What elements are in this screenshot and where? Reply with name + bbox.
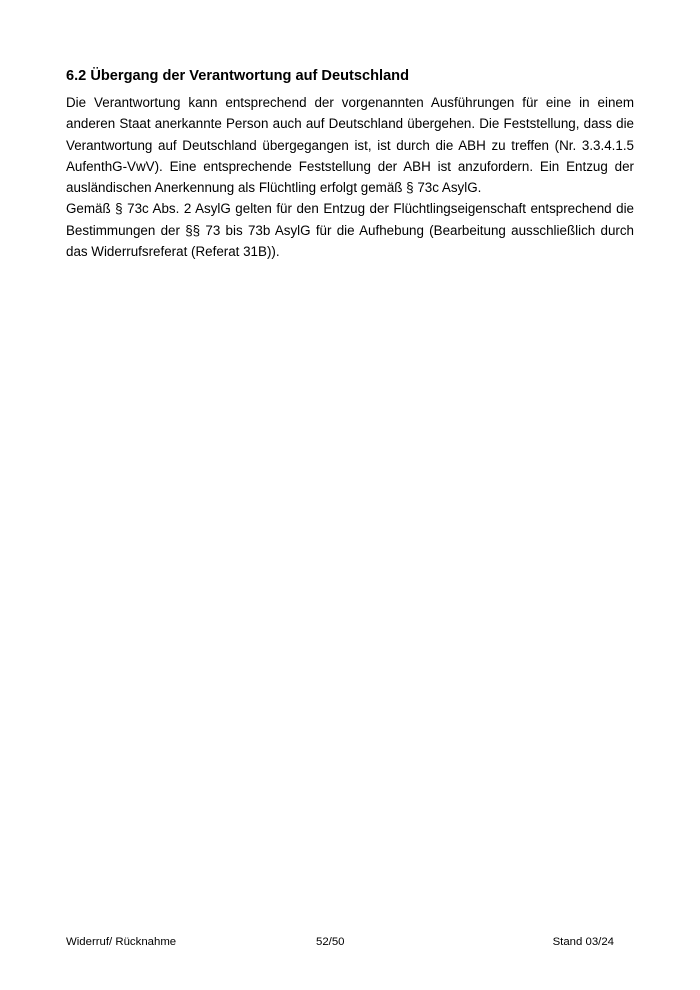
footer-document-title: Widerruf/ Rücknahme: [66, 936, 177, 948]
page-footer: [66, 934, 614, 950]
section-heading: 6.2 Übergang der Verantwortung auf Deutschland: [66, 68, 410, 84]
footer-version-date: Stand 03/24: [552, 936, 614, 948]
footer-page-number: 52/50: [316, 936, 345, 948]
paragraph-2: Gemäß § 73c Abs. 2 AsylG gelten für den Entzug der Flüchtlingseigenschaft entsprechend die Bestimmungen der §§ 73 bis 73b AsylG für die Aufhebung (Bearbeitung ausschließlich durch das Widerrufsreferat (Referat 31B)).: [66, 201, 634, 260]
paragraph-1: Die Verantwortung kann entsprechend der vorgenannten Ausführungen für eine in einem anderen Staat anerkannte Person auch auf Deutschland übergehen. Die Feststellung, dass die Verantwortung auf Deutschland übergegangen ist, ist durch die ABH zu treffen (Nr. 3.3.4.1.5 AufenthG-VwV). Eine entsprechende Feststellung der ABH ist anzufordern. Ein Entzug der ausländischen Anerkennung als Flüchtling erfolgt gemäß § 73c AsylG.: [66, 95, 634, 196]
section-body: [66, 92, 634, 262]
